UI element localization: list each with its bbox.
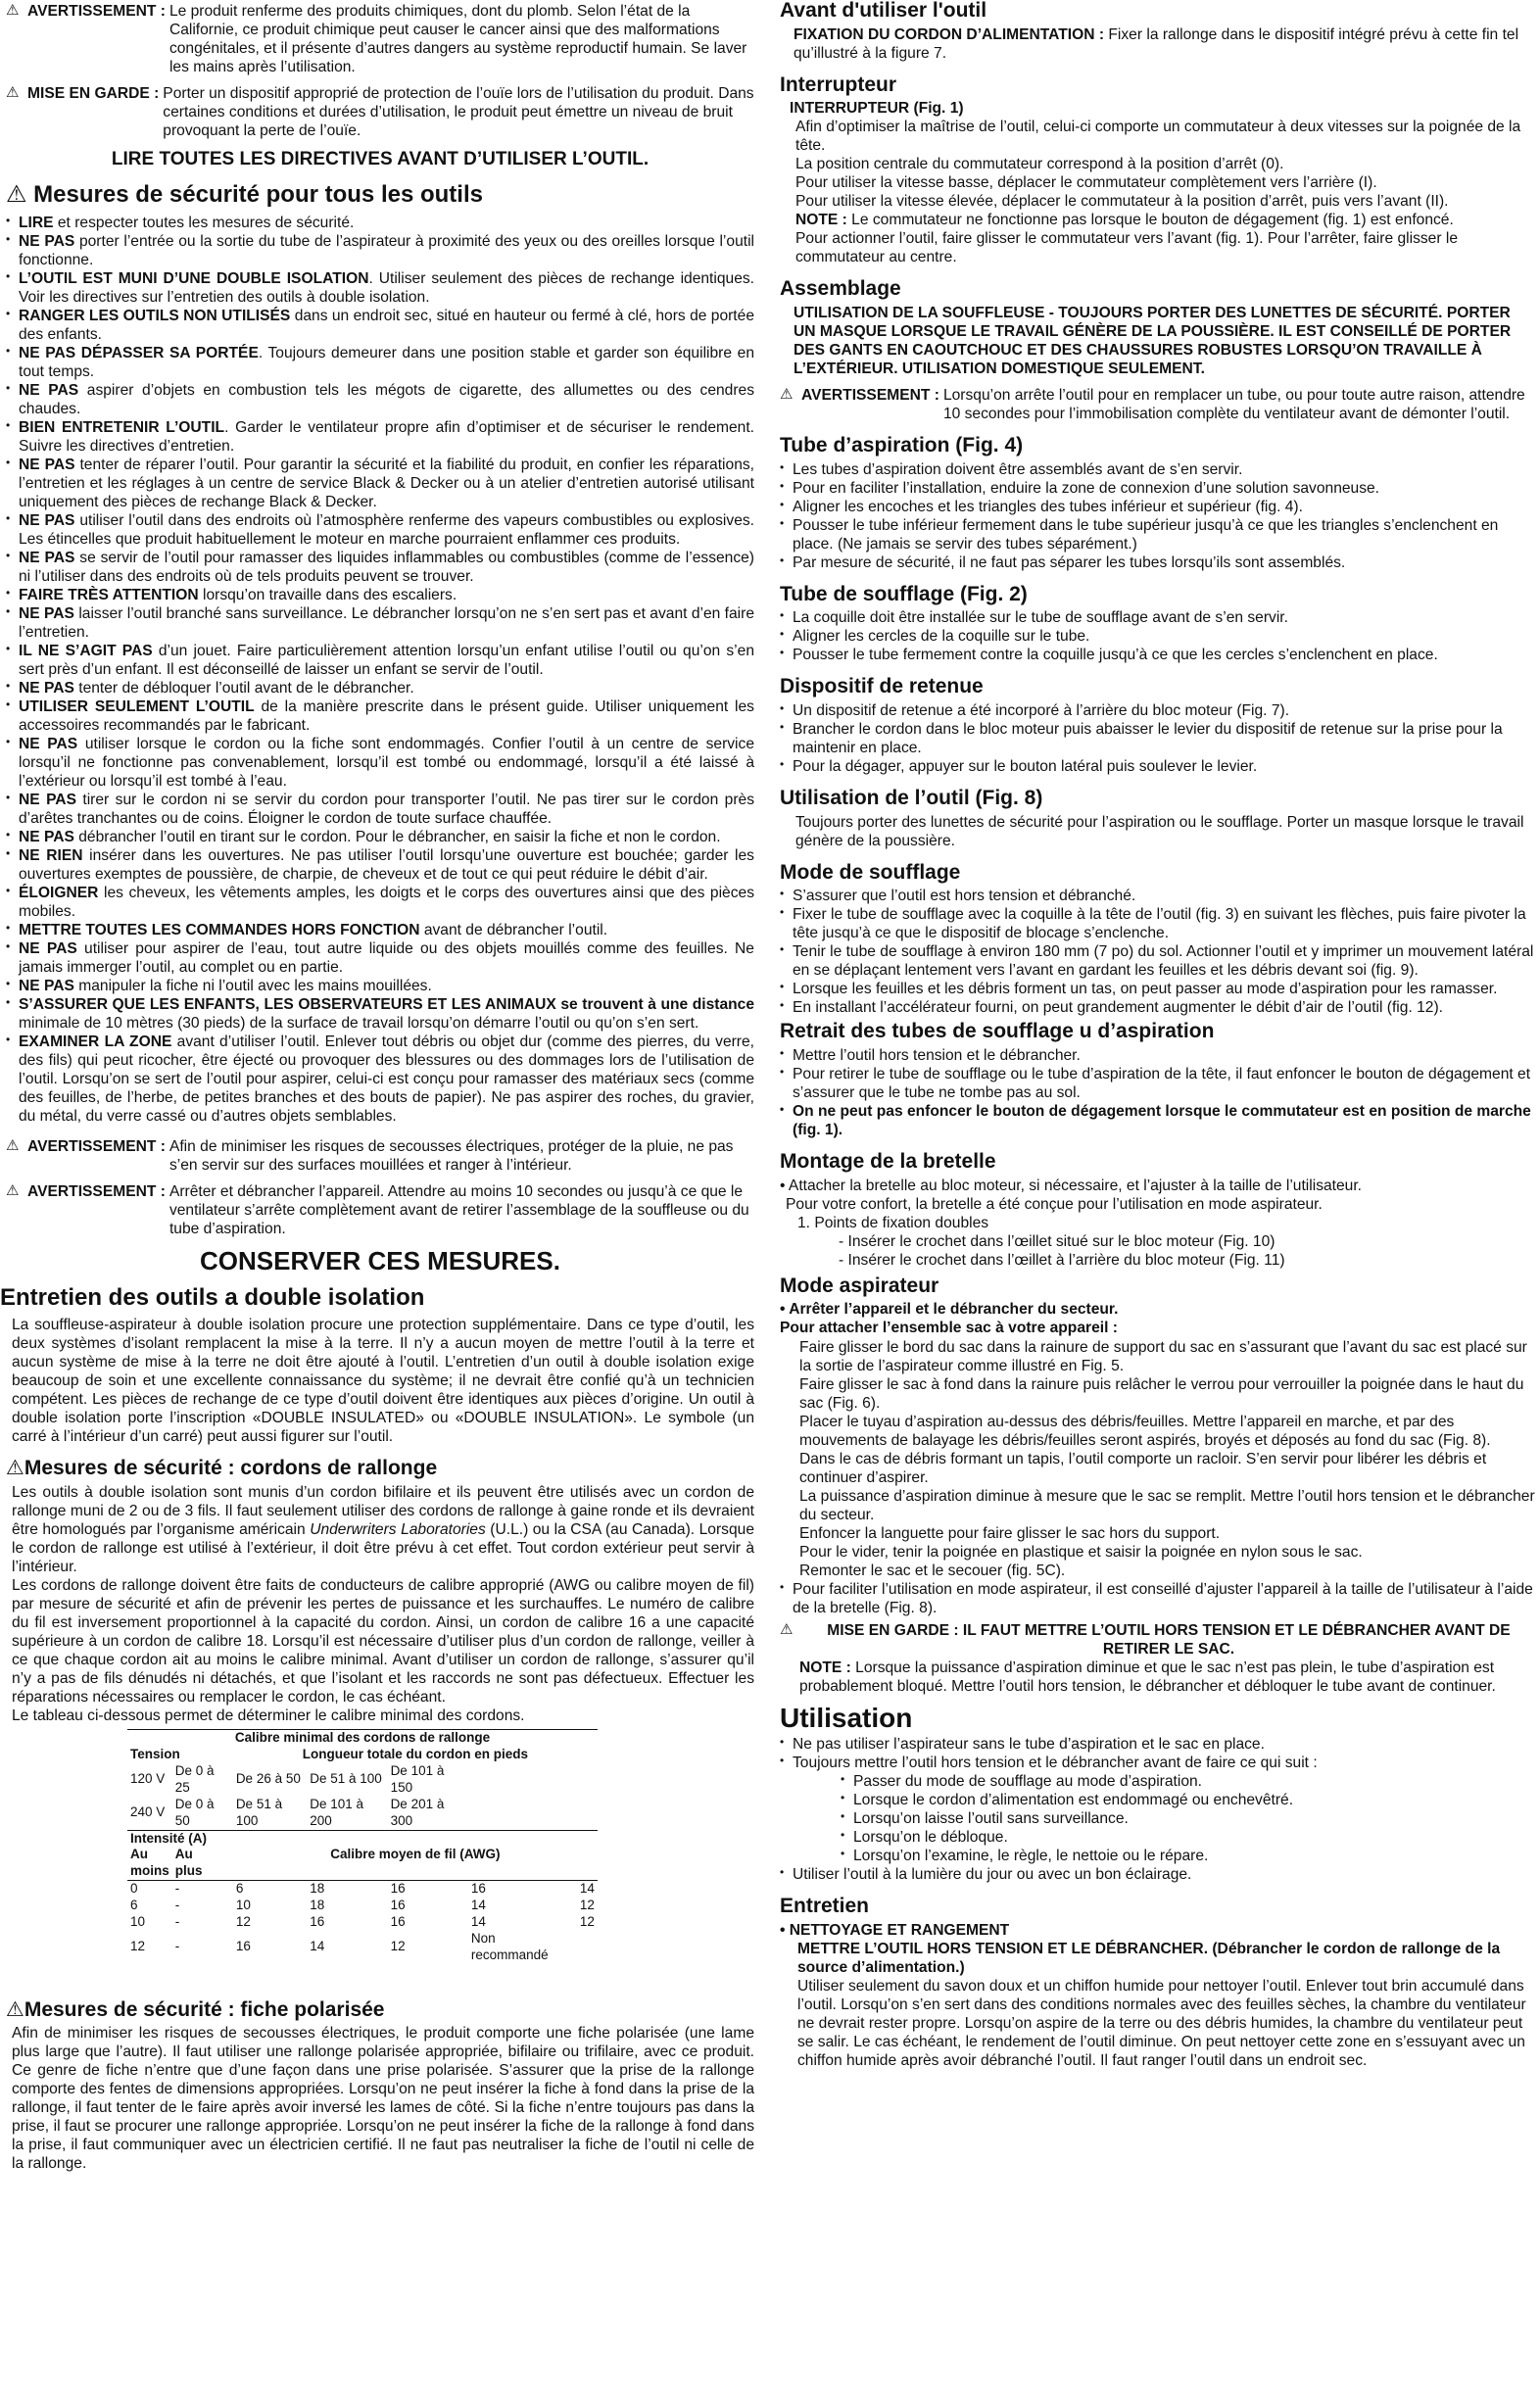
vacuum-paragraph: Faire glisser le bord du sac dans la rainure de support du sac en s’assurant que l’avant du sac est placé sur la sortie de l’aspirateur comme illustré en Fig. 5. bbox=[799, 1338, 1527, 1374]
table-row bbox=[127, 1763, 598, 1797]
list-item: • On ne peut pas enfoncer le bouton de dégagement lorsque le commutateur est en position de marche (fig. 1). bbox=[780, 1102, 1536, 1139]
blow-mode-heading: Mode de soufflage bbox=[780, 860, 961, 884]
table-cell: De 101 à 200 bbox=[310, 1796, 364, 1828]
warning-triangle-icon: ⚠ bbox=[6, 2, 20, 19]
right-column bbox=[780, 2, 1536, 2070]
table-cell: De 26 à 50 bbox=[235, 1771, 301, 1787]
table-row bbox=[127, 1914, 598, 1931]
lead-warning bbox=[6, 2, 754, 76]
list-item: • Ne pas utiliser l’aspirateur sans le tube d’aspiration et le sac en place. bbox=[780, 1735, 1536, 1754]
caution-text: MISE EN GARDE : IL FAUT METTRE L’OUTIL HORS TENSION ET LE DÉBRANCHER AVANT DE RETIRER LE SAC. bbox=[827, 1621, 1511, 1658]
vacuum-paragraph: Placer le tuyau d’aspiration au-dessus des débris/feuilles. Mettre l’appareil en marche, et par des mouvements de balayage les débris/feuilles seront aspirés, broyés et déposés au fond du sac (Fig. 8). bbox=[799, 1413, 1491, 1449]
warning-triangle-icon: ⚠ bbox=[780, 386, 794, 404]
vacuum-note: NOTE : Lorsque la puissance d’aspiration diminue et que le sac n’est pas plein, le tube d’aspiration est probablement bloqué. Mettre l’outil hors tension, le débrancher et débloquer le tube avant de continuer. bbox=[799, 1659, 1496, 1695]
blow-tube-heading: Tube de soufflage (Fig. 2) bbox=[780, 582, 1028, 605]
table-au2-label: Au bbox=[174, 1847, 193, 1862]
list-item: • NE PAS tirer sur le cordon ni se servir du cordon pour transporter l’outil. Ne pas tirer sur le cordon près d’arêtes tranchantes ou de coins. Éloigner le cordon de toute surface chauffée. bbox=[6, 791, 754, 828]
list-item: • NE PAS tenter de réparer l’outil. Pour garantir la sécurité et la fiabilité du produit, en confier les réparations, l’entretien et les réglages à un centre de service Black & Decker ou à un atelier d’entretien autorisé utilisant uniquement des pièces de rechange Black & Decker. bbox=[6, 456, 754, 511]
list-item: • NE PAS se servir de l’outil pour ramasser des liquides inflammables ou combustibles (comme de l’essence) ni l’utiliser dans des endroits où de tels produits peuvent se trouver. bbox=[6, 549, 754, 586]
warning-text: Lorsqu’on arrête l’outil pour en remplacer un tube, ou pour toute autre raison, attendre 10 secondes pour l’immobilisation complète du ventilateur avant de démonter l’outil. bbox=[942, 387, 1525, 423]
table-cell: De 51 à 100 bbox=[310, 1771, 382, 1787]
double-insulation-text: La souffleuse-aspirateur à double isolation procure une protection supplémentaire. Dans ce type d’outil, les deux systèmes d’isolant remplacent la mise à la terre. Il n’y a aucun moyen de mettre l’outil à la terre et aucun système de mise à la terre ne doit être ajouté à l’outil. L’entretien d’un outil à double isolation exige beaucoup de soin et une excellente connaissance du système; il ne devrait être confié qu’à un technicien compétent. Les pièces de rechange de ce type d’outil doivent être identiques aux pièces d’origine. Un outil à double isolation porte l’inscription «DOUBLE INSULATED» ou «DOUBLE INSULATION». Le symbole (un carré à l’intérieur d’un carré) peut aussi figurer sur l’outil. bbox=[12, 1317, 754, 1446]
switch-paragraph-2: La position centrale du commutateur correspond à la position d’arrêt (0). bbox=[795, 156, 1284, 173]
gauge-rows bbox=[127, 1881, 598, 1964]
vacuum-paragraph: La puissance d’aspiration diminue à mesure que le sac se remplit. Mettre l’outil hors tension et le débrancher du secteur. bbox=[799, 1487, 1535, 1523]
warning-text: Le produit renferme des produits chimiques, dont du plomb. Selon l’état de la Californie, ce produit chimique peut causer le cancer ainsi que des malformations congénitales, et il présente d’autres dangers au système reproductif humain. Se laver les mains après l’utilisation. bbox=[168, 3, 747, 76]
vacuum-paragraph: Enfoncer la languette pour faire glisser le sac hors du support. bbox=[799, 1524, 1221, 1542]
table-cell: De 51 à 100 bbox=[235, 1796, 283, 1828]
table-cell: 10 bbox=[235, 1898, 251, 1913]
suction-tube-list bbox=[780, 460, 1536, 572]
table-cell: De 0 à 25 bbox=[174, 1763, 215, 1795]
before-use-heading: Avant d'utiliser l'outil bbox=[780, 0, 987, 22]
table-cell: Non recommandé bbox=[470, 1930, 549, 1962]
list-item: • Fixer le tube de soufflage avec la coquille à la tête de l’outil (fig. 3) en suivant les flèches, puis faire pivoter la tête jusqu’à ce que le dispositif de blocage s’enclenche. bbox=[780, 905, 1536, 942]
maintenance-unplug: METTRE L’OUTIL HORS TENSION ET LE DÉBRANCHER. (Débrancher le cordon de rallonge de la source d’alimentation.) bbox=[797, 1940, 1501, 1976]
table-plus-label: plus bbox=[172, 1863, 233, 1880]
remove-tubes-heading: Retrait des tubes de soufflage u d’aspiration bbox=[780, 1020, 1215, 1043]
list-item: • Les tubes d’aspiration doivent être assemblés avant de s’en servir. bbox=[780, 460, 1536, 479]
left-column bbox=[0, 2, 755, 2173]
list-item: • Pour retirer le tube de soufflage ou le tube d’aspiration de la tête, il faut enfoncer le bouton de dégagement et s’assurer que le tube ne tombe pas au sol. bbox=[780, 1065, 1536, 1102]
table-cell: 12 bbox=[235, 1913, 251, 1929]
table-cell: De 101 à 150 bbox=[390, 1763, 445, 1795]
list-item: • RANGER LES OUTILS NON UTILISÉS dans un endroit sec, situé en hauteur ou fermé à clé, hors de portée des enfants. bbox=[6, 307, 754, 344]
warning-triangle-icon: ⚠ bbox=[6, 1182, 20, 1200]
table-cell: 6 bbox=[235, 1881, 244, 1897]
table-au-label: Au bbox=[130, 1847, 148, 1862]
table-cell: 18 bbox=[310, 1898, 325, 1913]
list-item: • Pousser le tube inférieur fermement dans le tube supérieur jusqu’à ce que les triangles s’enclenchent en place. (Ne jamais se servir des tubes séparément.) bbox=[780, 516, 1536, 553]
list-item: • IL NE S’AGIT PAS d’un jouet. Faire particulièrement attention lorsqu’un enfant utilise l’outil ou qu’on s’en sert près d’un enfant. Il est déconseillé de laisser un enfant se servir de l’outil. bbox=[6, 642, 754, 679]
assembly-heading: Assemblage bbox=[780, 277, 901, 301]
warning-text: Arrêter et débrancher l’appareil. Attendre au moins 10 secondes ou jusqu’à ce que le ventilateur s’arrête complètement avant de retirer l’assemblage de la souffleuse ou du tube d’aspiration. bbox=[168, 1183, 749, 1238]
vacuum-bullet-list bbox=[780, 1580, 1536, 1617]
table-cell: 16 bbox=[390, 1881, 406, 1897]
list-item: • LIRE et respecter toutes les mesures de sécurité. bbox=[6, 214, 754, 232]
list-item: • EXAMINER LA ZONE avant d’utiliser l’outil. Enlever tout débris ou objet dur (comme des pierres, du verre, des fils) qui peut ricocher, être éjecté ou provoquer des blessures ou des dommages lors de l’utilisation de l’outil. Lorsqu’on se sert de l’outil pour aspirer, celui-ci est conçu pour ramasser des matériaux secs (comme des feuilles, de l’herbe, de petites branches et des bouts de papier). Ne pas aspirer des roches, du gravier, du métal, du verre cassé ou d’autres objets semblables. bbox=[6, 1033, 754, 1126]
list-item: • FAIRE TRÈS ATTENTION lorsqu’on travaille dans des escaliers. bbox=[6, 586, 754, 604]
list-item: • NE PAS tenter de débloquer l’outil avant de le débrancher. bbox=[6, 679, 754, 697]
retainer-heading: Dispositif de retenue bbox=[780, 675, 984, 698]
cord-paragraph-1: Les outils à double isolation sont munis d’un cordon bifilaire et ils peuvent être utilisés avec un cordon de rallonge muni de 2 ou de 3 fils. Il faut seulement utiliser des cordons de rallonge à gaine ronde et ils devraient être homologués par l’organisme américain Underwriters Laboratories (U.L.) ou la CSA (au Canada). Lorsque le cordon de rallonge est utilisé à l’extérieur, il doit être prévu à cet effet. Tout cordon extérieur peut servir à l’intérieur. bbox=[12, 1484, 754, 1576]
list-item: • L’OUTIL EST MUNI D’UNE DOUBLE ISOLATION. Utiliser seulement des pièces de rechange identiques. Voir les directives sur l’entretien des outils à double isolation. bbox=[6, 269, 754, 307]
switch-note: NOTE : Le commutateur ne fonctionne pas lorsque le bouton de dégagement (fig. 1) est enfoncé. bbox=[795, 212, 1454, 229]
table-row bbox=[127, 1931, 598, 1964]
tool-use-text: Toujours porter des lunettes de sécurité pour l’aspiration ou le soufflage. Porter un masque lorsque le travail génère de la poussière. bbox=[795, 813, 1524, 849]
table-cell: - bbox=[174, 1898, 180, 1913]
warning-label: AVERTISSEMENT : bbox=[801, 387, 939, 405]
safety-list bbox=[6, 214, 754, 1127]
table-intensity-header: Intensité (A) bbox=[127, 1830, 598, 1847]
maintenance-subheading: • NETTOYAGE ET RANGEMENT bbox=[780, 1921, 1010, 1939]
vacuum-paragraphs bbox=[780, 1338, 1536, 1580]
list-item: • S’ASSURER QUE LES ENFANTS, LES OBSERVATEURS ET LES ANIMAUX se trouvent à une distance minimale de 10 mètres (30 pieds) de la surface de travail lorsqu’on démarre l’outil ou qu’on s’en sert. bbox=[6, 995, 754, 1033]
list-item: • NE RIEN insérer dans les ouvertures. Ne pas utiliser l’outil lorsqu’une ouverture est bouchée; garder les ouvertures exemptes de poussière, de charpie, de cheveux et de tout ce qui peut réduire le débit d’air. bbox=[6, 846, 754, 884]
table-cell bbox=[577, 1931, 598, 1964]
table-cell: 16 bbox=[310, 1913, 325, 1929]
list-item: • BIEN ENTRETENIR L’OUTIL. Garder le ventilateur propre afin d’optimiser et de sécuriser le rendement. Suivre les directives d’entretien. bbox=[6, 418, 754, 456]
list-item: • METTRE TOUTES LES COMMANDES HORS FONCTION avant de débrancher l’outil. bbox=[6, 921, 754, 939]
table-cell: 12 bbox=[130, 1939, 146, 1954]
vacuum-paragraph: Pour le vider, tenir la poignée en plastique et saisir la poignée en nylon sous le sac. bbox=[799, 1543, 1363, 1561]
table-cell: - bbox=[174, 1881, 180, 1897]
list-item: • En installant l’accélérateur fourni, on peut grandement augmenter le débit d’air de l’outil (fig. 12). bbox=[780, 998, 1536, 1017]
caution-text: Porter un dispositif approprié de protection de l’ouïe lors de l’utilisation du produit. Dans certaines conditions et durées d’utilisation, le produit peut émettre un niveau de bruit provoquant la perte de l’ouïe. bbox=[163, 85, 754, 140]
list-item: • Aligner les encoches et les triangles des tubes inférieur et supérieur (fig. 4). bbox=[780, 498, 1536, 516]
vacuum-attach-heading: Pour attacher l’ensemble sac à votre appareil : bbox=[780, 1320, 1118, 1337]
table-cell: 16 bbox=[390, 1898, 406, 1913]
list-item: • ÉLOIGNER les cheveux, les vêtements amples, les doigts et le corps des ouvertures ainsi que des pièces mobiles. bbox=[6, 884, 754, 921]
assembly-warning bbox=[780, 386, 1536, 423]
list-item: • Mettre l’outil hors tension et le débrancher. bbox=[780, 1046, 1536, 1065]
vacuum-paragraph: Faire glisser le sac à fond dans la rainure puis relâcher le verrou pour verrouiller la poignée dans le haut du sac (Fig. 6). bbox=[799, 1375, 1524, 1412]
maintenance-text: Utiliser seulement du savon doux et un chiffon humide pour nettoyer l’outil. Enlever tout brin accumulé dans l’outil. Lorsqu’on s’en sert dans des conditions normales avec des feuilles sèches, la chambre du ventilateur ne devrait rester propre. Lorsqu’on aspire de la terre ou des débris humides, la chambre du ventilateur peut se salir. Le cas échéant, le rendement de l’outil diminue. On peut nettoyer cette zone en s’essuyant avec un chiffon humide après avoir débranché l’outil. Il faut ranger l’outil dans un endroit sec. bbox=[797, 1977, 1526, 2069]
table-cell: 16 bbox=[235, 1939, 251, 1954]
voltage-rows bbox=[127, 1763, 598, 1830]
switch-heading: Interrupteur bbox=[780, 72, 897, 96]
list-item: • Passer du mode de soufflage au mode d’aspiration. bbox=[841, 1772, 1536, 1791]
caution-label: MISE EN GARDE : bbox=[27, 85, 160, 103]
utilisation-heading: Utilisation bbox=[780, 1702, 913, 1733]
strap-line-3: 1. Points de fixation doubles bbox=[797, 1214, 989, 1231]
list-item: • NE PAS débrancher l’outil en tirant sur le cordon. Pour le débrancher, en saisir la fiche et non le cordon. bbox=[6, 828, 754, 846]
plug-safety-heading: ⚠Mesures de sécurité : fiche polarisée bbox=[6, 1997, 385, 2021]
list-item: • Pour la dégager, appuyer sur le bouton latéral puis soulever le levier. bbox=[780, 757, 1536, 776]
table-cell: 6 bbox=[130, 1898, 138, 1913]
list-item: • Lorsque le cordon d’alimentation est endommagé ou enchevêtré. bbox=[841, 1791, 1536, 1809]
list-item: • NE PAS porter l’entrée ou la sortie du tube de l’aspirateur à proximité des yeux ou des oreilles lorsque l’outil fonctionne. bbox=[6, 232, 754, 269]
table-cell: De 0 à 50 bbox=[174, 1796, 215, 1828]
list-item: • Aligner les cercles de la coquille sur le tube. bbox=[780, 627, 1536, 646]
table-cell: 120 V bbox=[130, 1771, 166, 1787]
vacuum-paragraph: Remonter le sac et le secouer (fig. 5C). bbox=[799, 1562, 1066, 1579]
table-cell: 14 bbox=[470, 1913, 486, 1929]
strap-line-5: - Insérer le crochet dans l’œillet à l’arrière du bloc moteur (Fig. 11) bbox=[839, 1251, 1285, 1269]
blow-tube-list bbox=[780, 608, 1536, 664]
table-row bbox=[127, 1797, 598, 1830]
list-item: • NE PAS utiliser pour aspirer de l’eau, tout autre liquide ou des objets mouillés comme des feuilles. Ne jamais immerger l’outil, au complet ou en partie. bbox=[6, 939, 754, 977]
switch-paragraph-3: Pour utiliser la vitesse basse, déplacer le commutateur complètement vers l’arrière (I). bbox=[795, 174, 1377, 192]
switch-paragraph-5: Pour actionner l’outil, faire glisser le commutateur vers l’avant (fig. 1). Pour l’arrêter, faire glisser le commutateur au centre. bbox=[795, 230, 1458, 266]
blow-mode-list bbox=[780, 887, 1536, 1017]
strap-line-1: • Attacher la bretelle au bloc moteur, si nécessaire, et l’ajuster à la taille de l’utilisateur. bbox=[780, 1177, 1363, 1194]
switch-subheading: INTERRUPTEUR (Fig. 1) bbox=[790, 100, 964, 118]
warning-triangle-icon: ⚠ bbox=[780, 1620, 794, 1638]
utilisation-final-list bbox=[780, 1865, 1536, 1884]
suction-tube-heading: Tube d’aspiration (Fig. 4) bbox=[780, 434, 1024, 457]
table-tension-header: Tension bbox=[130, 1747, 180, 1762]
table-cell: 12 bbox=[390, 1939, 406, 1954]
list-item: • Lorsqu’on laisse l’outil sans surveillance. bbox=[841, 1809, 1536, 1828]
tool-use-heading: Utilisation de l’outil (Fig. 8) bbox=[780, 787, 1043, 810]
table-length-header: Longueur totale du cordon en pieds bbox=[302, 1747, 529, 1762]
list-item: • S’assurer que l’outil est hors tension et débranché. bbox=[780, 887, 1536, 905]
list-item: • Lorsqu’on l’examine, le règle, le nettoie ou le répare. bbox=[841, 1847, 1536, 1865]
table-cell: 240 V bbox=[130, 1804, 166, 1820]
warning-triangle-icon: ⚠ bbox=[6, 1137, 20, 1155]
safety-heading: ⚠ Mesures de sécurité pour tous les outils bbox=[6, 181, 483, 209]
list-item: • Pour en faciliter l’installation, enduire la zone de connexion d’une solution savonneuse. bbox=[780, 479, 1536, 498]
list-item: • Tenir le tube de soufflage à environ 180 mm (7 po) du sol. Actionner l’outil et y imprimer un mouvement latéral en se déplaçant lentement vers l’avant en gardant les feuilles et les débris devant soi (fig. 9). bbox=[780, 942, 1536, 980]
list-item: • NE PAS laisser l’outil branché sans surveillance. Le débrancher lorsqu’on ne s’en sert pas et avant d’en faire l’entretien. bbox=[6, 604, 754, 642]
table-title: Calibre minimal des cordons de rallonge bbox=[127, 1730, 598, 1747]
table-cell: 16 bbox=[470, 1881, 486, 1897]
cord-paragraph-2: Les cordons de rallonge doivent être faits de conducteurs de calibre approprié (AWG ou calibre moyen de fil) par mesure de sécurité et afin de prévenir les pertes de puissance et les surchauffes. Le numéro de calibre du fil est inversement proportionnel à la capacité du cordon. Ainsi, un cordon de calibre 16 a une capacité supérieure à un cordon de calibre 18. Lorsqu’il est nécessaire d’utiliser plus d’un cordon de rallonge, veiller à ce que chaque cordon ait au moins le calibre minimal. Avant d’utiliser un cordon de rallonge, s’assurer qu’il n’y a pas de fils dénudés ni détachés, et que l’isolant et les raccords ne sont pas défectueux. Effectuer les réparations nécessaires ou remplacer le cordon, le cas échéant. bbox=[12, 1577, 754, 1707]
shock-warning bbox=[6, 1137, 754, 1175]
list-item: • NE PAS manipuler la fiche ni l’outil avec les mains mouillées. bbox=[6, 977, 754, 995]
cord-paragraph-3: Le tableau ci-dessous permet de déterminer le calibre minimal des cordons. bbox=[12, 1707, 525, 1725]
unplug-warning bbox=[6, 1182, 754, 1238]
table-moins-label: moins bbox=[127, 1863, 172, 1880]
table-cell: 16 bbox=[390, 1913, 406, 1929]
cord-fixation-text: FIXATION DU CORDON D’ALIMENTATION : Fixer la rallonge dans le dispositif intégré prévu à cette fin tel qu’illustré à la figure 7. bbox=[794, 25, 1519, 62]
table-cell: 10 bbox=[130, 1913, 146, 1929]
table-cell: 14 bbox=[470, 1898, 486, 1913]
strap-heading: Montage de la bretelle bbox=[780, 1150, 996, 1174]
table-row bbox=[127, 1881, 598, 1898]
list-item: • Par mesure de sécurité, il ne faut pas séparer les tubes lorsqu’ils sont assemblés. bbox=[780, 553, 1536, 572]
switch-paragraph-1: Afin d’optimiser la maîtrise de l’outil, celui-ci comporte un commutateur à deux vitesses sur la poignée de la tête. bbox=[795, 119, 1521, 155]
table-cell: 18 bbox=[310, 1881, 325, 1897]
list-item: • NE PAS DÉPASSER SA PORTÉE. Toujours demeurer dans une position stable et garder son équilibre en tout temps. bbox=[6, 344, 754, 381]
table-cell: - bbox=[174, 1913, 180, 1929]
table-row bbox=[127, 1898, 598, 1914]
warning-text: Afin de minimiser les risques de secousses électriques, protéger de la pluie, ne pas s’en servir sur des surfaces mouillées et ranger à l’intérieur. bbox=[168, 1138, 734, 1175]
cord-gauge-table bbox=[127, 1729, 598, 1963]
double-insulation-heading: Entretien des outils a double isolation bbox=[0, 1284, 425, 1312]
table-cell: 0 bbox=[130, 1881, 138, 1897]
table-cell: 14 bbox=[310, 1939, 325, 1954]
plug-safety-text: Afin de minimiser les risques de secousses électriques, le produit comporte une fiche polarisée (une lame plus large que l’autre). Il faut utiliser une rallonge polarisée appropriée, bifilaire ou trifilaire, avec ce produit. Ce genre de fiche n’entre que d’une façon dans une prise polarisée. S’assurer que la prise de la rallonge comporte des fentes de dimensions appropriées. Lorsqu’on ne peut insérer la fiche à fond dans la prise de la rallonge, il faut tenter de le faire après avoir inversé les lames de côté. Si la fiche n’entre toujours pas dans la prise, il faut se procurer une rallonge appropriée. Lorsqu’on ne peut insérer la fiche de la rallonge à fond dans la prise, il faut communiquer avec un électricien certifié. Il ne faut pas neutraliser la fiche de l’outil ni celle de la rallonge. bbox=[12, 2025, 754, 2173]
list-item: • Lorsqu’on le débloque. bbox=[841, 1828, 1536, 1847]
utilisation-list bbox=[780, 1735, 1536, 1772]
hearing-caution bbox=[6, 84, 754, 140]
table-cell: 14 bbox=[579, 1881, 595, 1897]
list-item: • Pousser le tube fermement contre la coquille jusqu’à ce que les cercles s’enclenchent en place. bbox=[780, 646, 1536, 664]
table-cell: 12 bbox=[579, 1913, 595, 1929]
warning-label: AVERTISSEMENT : bbox=[27, 3, 166, 20]
maintenance-heading: Entretien bbox=[780, 1895, 870, 1918]
list-item: • Un dispositif de retenue a été incorporé à l’arrière du bloc moteur (Fig. 7). bbox=[780, 701, 1536, 720]
keep-instructions: CONSERVER CES MESURES. bbox=[200, 1246, 560, 1276]
list-item: • La coquille doit être installée sur le tube de soufflage avant de s’en servir. bbox=[780, 608, 1536, 627]
list-item: • NE PAS aspirer d’objets en combustion tels les mégots de cigarette, des allumettes ou des cendres chaudes. bbox=[6, 381, 754, 418]
switch-paragraph-4: Pour utiliser la vitesse élevée, déplacer le commutateur à la position d’arrêt, puis vers l’avant (II). bbox=[795, 193, 1449, 211]
cord-safety-heading: ⚠Mesures de sécurité : cordons de rallonge bbox=[6, 1457, 438, 1480]
list-item: • Lorsque les feuilles et les débris forment un tas, on peut passer au mode d’aspiration pour les ramasser. bbox=[780, 980, 1536, 998]
warning-label: AVERTISSEMENT : bbox=[27, 1138, 166, 1156]
assembly-safety-text: UTILISATION DE LA SOUFFLEUSE - TOUJOURS PORTER DES LUNETTES DE SÉCURITÉ. PORTER UN MASQUE LORSQUE LE TRAVAIL GÉNÈRE DE LA POUSSIÈRE. IL EST CONSEILLÉ DE PORTER DES GANTS EN CAOUTCHOUC ET DES CHAUSSURES ROBUSTES LORSQU’ON TRAVAILLE À L’EXTÉRIEUR. UTILISATION DOMESTIQUE SEULEMENT. bbox=[794, 305, 1512, 378]
table-gauge-header: Calibre moyen de fil (AWG) bbox=[330, 1847, 501, 1862]
strap-line-4: - Insérer le crochet dans l’œillet situé sur le bloc moteur (Fig. 10) bbox=[839, 1232, 1275, 1250]
list-item: • UTILISER SEULEMENT L’OUTIL de la manière prescrite dans le présent guide. Utiliser uniquement les accessoires recommandés par le fabricant. bbox=[6, 697, 754, 735]
table-cell: De 201 à 300 bbox=[390, 1796, 445, 1828]
table-cell: - bbox=[174, 1939, 180, 1954]
strap-line-2: Pour votre confort, la bretelle a été conçue pour l’utilisation en mode aspirateur. bbox=[786, 1195, 1323, 1213]
warning-triangle-icon: ⚠ bbox=[6, 84, 20, 102]
table-cell: 12 bbox=[579, 1898, 595, 1913]
vacuum-step-1: • Arrêter l’appareil et le débrancher du secteur. bbox=[780, 1301, 1119, 1319]
retainer-list bbox=[780, 701, 1536, 776]
list-item: • NE PAS utiliser l’outil dans des endroits où l’atmosphère renferme des vapeurs combustibles ou explosives. Les étincelles que produit habituellement le moteur en marche pourraient enflammer ces produits. bbox=[6, 511, 754, 549]
list-item: • Pour faciliter l’utilisation en mode aspirateur, il est conseillé d’ajuster l’appareil à la taille de l’utilisateur à l’aide de la bretelle (Fig. 8). bbox=[780, 1580, 1536, 1617]
vacuum-mode-heading: Mode aspirateur bbox=[780, 1274, 939, 1297]
list-item: • Brancher le cordon dans le bloc moteur puis abaisser le levier du dispositif de retenue sur la prise pour la maintenir en place. bbox=[780, 720, 1536, 757]
remove-tubes-list bbox=[780, 1046, 1536, 1102]
list-item: • NE PAS utiliser lorsque le cordon ou la fiche sont endommagés. Confier l’outil à un centre de service lorsqu’il ne fonctionne pas convenablement, lorsqu’il est tombé ou endommagé, lorsqu’il a été laissé à l’extérieur ou lorsqu’il est tombé à l’eau. bbox=[6, 735, 754, 791]
vacuum-caution bbox=[780, 1621, 1536, 1659]
read-all-directive: LIRE TOUTES LES DIRECTIVES AVANT D’UTILISER L’OUTIL. bbox=[111, 149, 650, 170]
warning-label: AVERTISSEMENT : bbox=[27, 1183, 166, 1201]
utilisation-sublist bbox=[841, 1772, 1536, 1865]
list-item: • Toujours mettre l’outil hors tension et le débrancher avant de faire ce qui suit : bbox=[780, 1754, 1536, 1772]
remove-tubes-note-list bbox=[780, 1102, 1536, 1139]
vacuum-paragraph: Dans le cas de débris formant un tapis, l’outil comporte un racloir. S’en servir pour libérer les débris et continuer d’aspirer. bbox=[799, 1450, 1487, 1486]
list-item: • Utiliser l’outil à la lumière du jour ou avec un bon éclairage. bbox=[780, 1865, 1536, 1884]
